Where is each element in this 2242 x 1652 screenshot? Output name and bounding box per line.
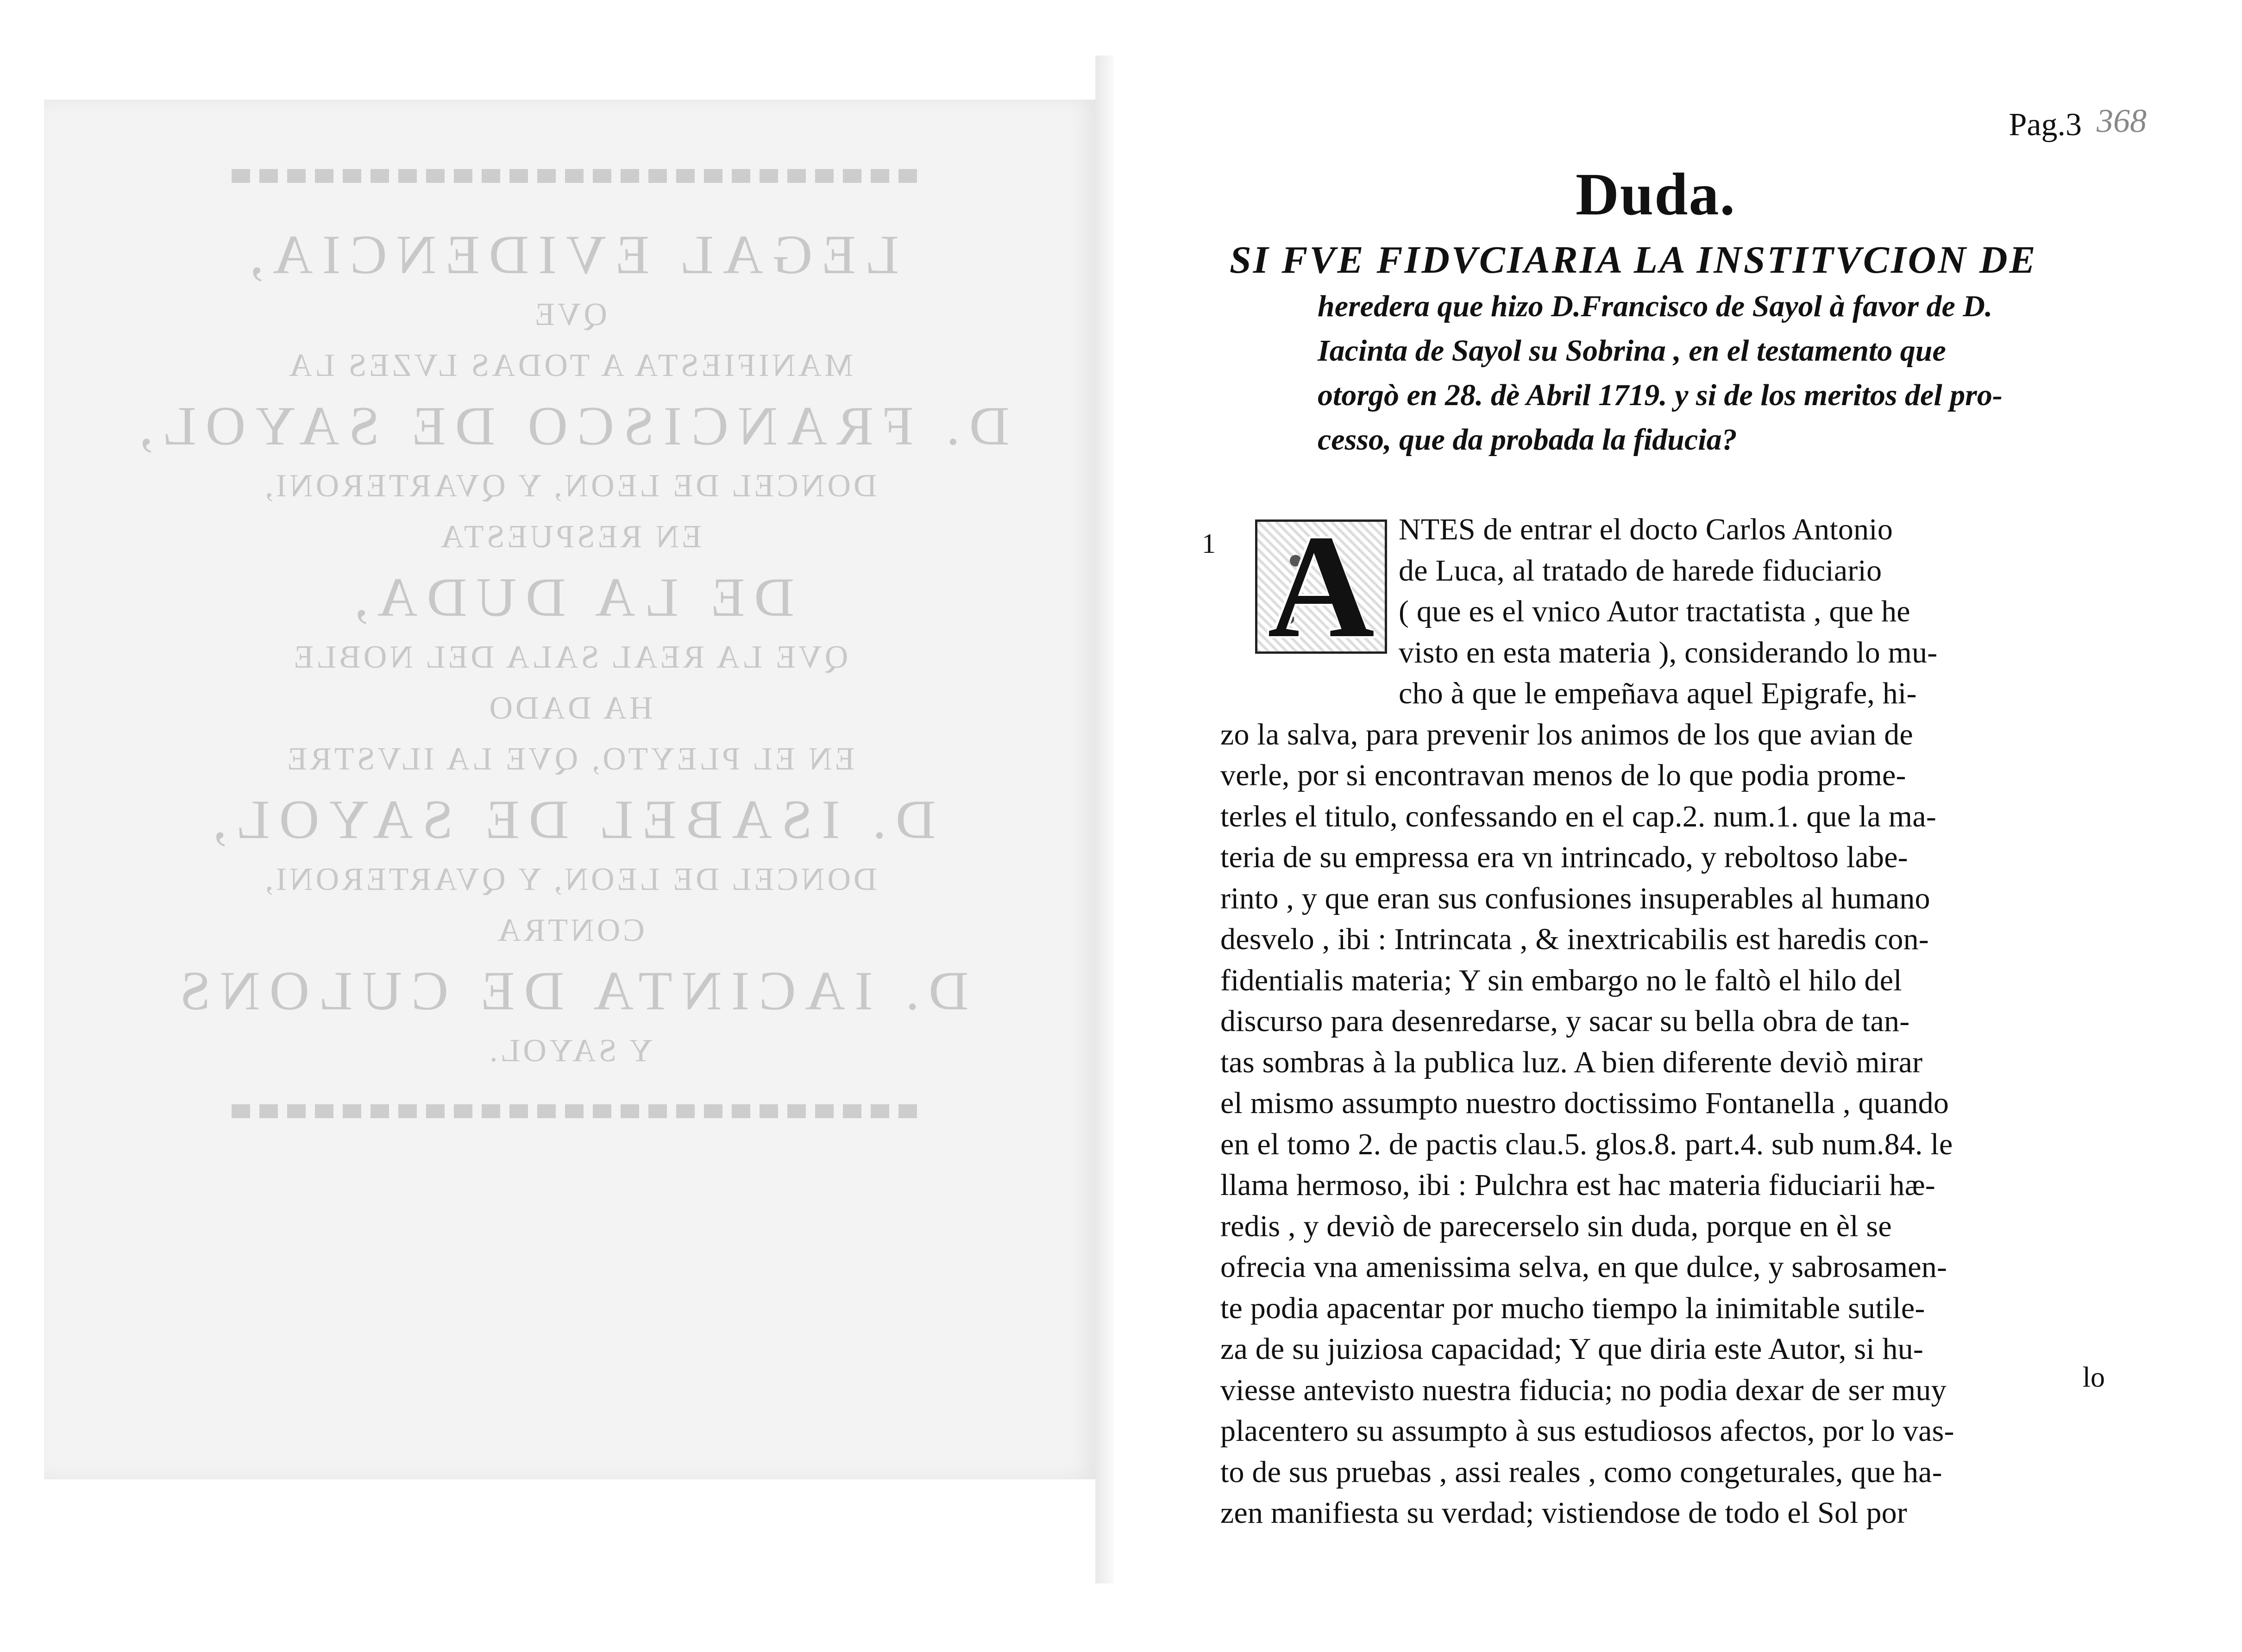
title-line: cesso, que da probada la fiducia? bbox=[1318, 423, 1737, 457]
bleed-line: Y SAYOL. bbox=[487, 1033, 653, 1069]
body-line: en el tomo 2. de pactis clau.5. glos.8. part.4. sub num.84. le bbox=[1220, 1127, 1953, 1161]
body-line: viesse antevisto nuestra fiducia; no podia dexar de ser muy bbox=[1220, 1373, 1947, 1407]
body-line: NTES de entrar el docto Carlos Antonio bbox=[1399, 513, 1893, 546]
archive-folio-number: 368 bbox=[2097, 102, 2147, 139]
paragraph-number: 1 bbox=[1202, 528, 1216, 559]
question-title bbox=[1230, 236, 2147, 462]
bleed-through-text bbox=[44, 100, 1095, 1479]
body-line: tas sombras à la publica luz. A bien diferente deviò mirar bbox=[1220, 1045, 1923, 1079]
body-line: el mismo assumpto nuestro doctissimo Fontanella , quando bbox=[1220, 1086, 1949, 1120]
catchword: lo bbox=[2082, 1362, 2105, 1393]
body-line: teria de su empressa era vn intrincado, y reboltoso labe- bbox=[1220, 840, 1908, 874]
drop-cap-letter: A bbox=[1267, 505, 1375, 669]
bleed-line: LEGAL EVIDENCIA, bbox=[240, 224, 899, 285]
bleed-line: DE LA DUDA, bbox=[345, 566, 794, 628]
decorated-drop-cap bbox=[1255, 505, 1387, 669]
body-line: rinto , y que eran sus confusiones insuperables al humano bbox=[1220, 881, 1930, 915]
body-line: to de sus pruebas , assi reales , como congeturales, que ha- bbox=[1220, 1455, 1942, 1489]
section-heading: Duda. bbox=[1576, 161, 1736, 228]
bleed-line: QVE LA REAL SALA DEL NOBLE bbox=[291, 639, 848, 675]
ornament-border-top bbox=[222, 169, 917, 183]
body-line: desvelo , ibi : Intrincata , & inextricabilis est haredis con- bbox=[1220, 922, 1929, 956]
bleed-line: DONCEL DE LEON, Y QVARTERONI, bbox=[262, 862, 877, 897]
body-line: te podia apacentar por mucho tiempo la inimitable sutile- bbox=[1220, 1291, 1925, 1325]
title-line: Iacinta de Sayol su Sobrina , en el testamento que bbox=[1318, 334, 1946, 368]
body-line: za de su juiziosa capacidad; Y que diria este Autor, si hu- bbox=[1220, 1332, 1924, 1366]
body-line: fidentialis materia; Y sin embargo no le faltò el hilo del bbox=[1220, 963, 1902, 997]
body-line: ( que es el vnico Autor tractatista , que he bbox=[1399, 594, 1910, 628]
page-number: Pag.3 bbox=[2009, 107, 2082, 143]
title-line: otorgò en 28. dè Abril 1719. y si de los meritos del pro- bbox=[1318, 378, 2003, 412]
body-line: visto en esta materia ), considerando lo mu- bbox=[1399, 635, 1938, 670]
bleed-line: D. IACINTA DE CULONS bbox=[170, 960, 969, 1021]
body-line: zen manifiesta su verdad; vistiendose de todo el Sol por bbox=[1220, 1496, 1908, 1530]
left-page-verso bbox=[44, 100, 1097, 1479]
body-line: llama hermoso, ibi : Pulchra est hac materia fiduciarii hæ- bbox=[1220, 1168, 1935, 1202]
body-line: placentero su assumpto à sus estudiosos afectos, por lo vas- bbox=[1220, 1414, 1954, 1448]
body-line: terles el titulo, confessando en el cap.2. num.1. que la ma- bbox=[1220, 799, 1937, 833]
bleed-line: EN EL PLEYTO, QVE LA ILVSTRE bbox=[284, 741, 855, 777]
bleed-line: DONCEL DE LEON, Y QVARTERONI, bbox=[262, 468, 877, 504]
body-line: ofrecia vna amenissima selva, en que dulce, y sabrosamen- bbox=[1220, 1250, 1947, 1284]
body-line: verle, por si encontravan menos de lo que podia prome- bbox=[1220, 758, 1906, 792]
bleed-line: HA DADO bbox=[486, 690, 653, 726]
body-line: de Luca, al tratado de harede fiduciario bbox=[1399, 553, 1882, 588]
bleed-line: MANIFIESTA A TODAS LVZES LA bbox=[286, 348, 854, 383]
bleed-line: D. ISABEL DE SAYOL, bbox=[203, 788, 936, 850]
body-line: cho à que le empeñava aquel Epigrafe, hi- bbox=[1399, 676, 1917, 710]
bleed-line: D. FRANCISCO DE SAYOL, bbox=[130, 395, 1010, 457]
bleed-line: CONTRA bbox=[495, 913, 645, 948]
body-text bbox=[1202, 505, 2170, 1534]
bleed-line: EN RESPUESTA bbox=[437, 519, 702, 555]
bleed-line: QVE bbox=[532, 297, 607, 332]
right-page-recto bbox=[1114, 56, 2198, 1583]
title-line: SI FVE FIDVCIARIA LA INSTITVCION DE bbox=[1230, 238, 2037, 282]
body-line: zo la salva, para prevenir los animos de los que avian de bbox=[1220, 717, 1913, 751]
book-gutter bbox=[1095, 56, 1114, 1583]
title-line: heredera que hizo D.Francisco de Sayol à favor de D. bbox=[1318, 289, 1993, 323]
body-line: discurso para desenredarse, y sacar su bella obra de tan- bbox=[1220, 1004, 1910, 1038]
body-line: redis , y deviò de parecerselo sin duda, porque en èl se bbox=[1220, 1209, 1892, 1243]
ornament-border-bottom bbox=[222, 1104, 917, 1118]
